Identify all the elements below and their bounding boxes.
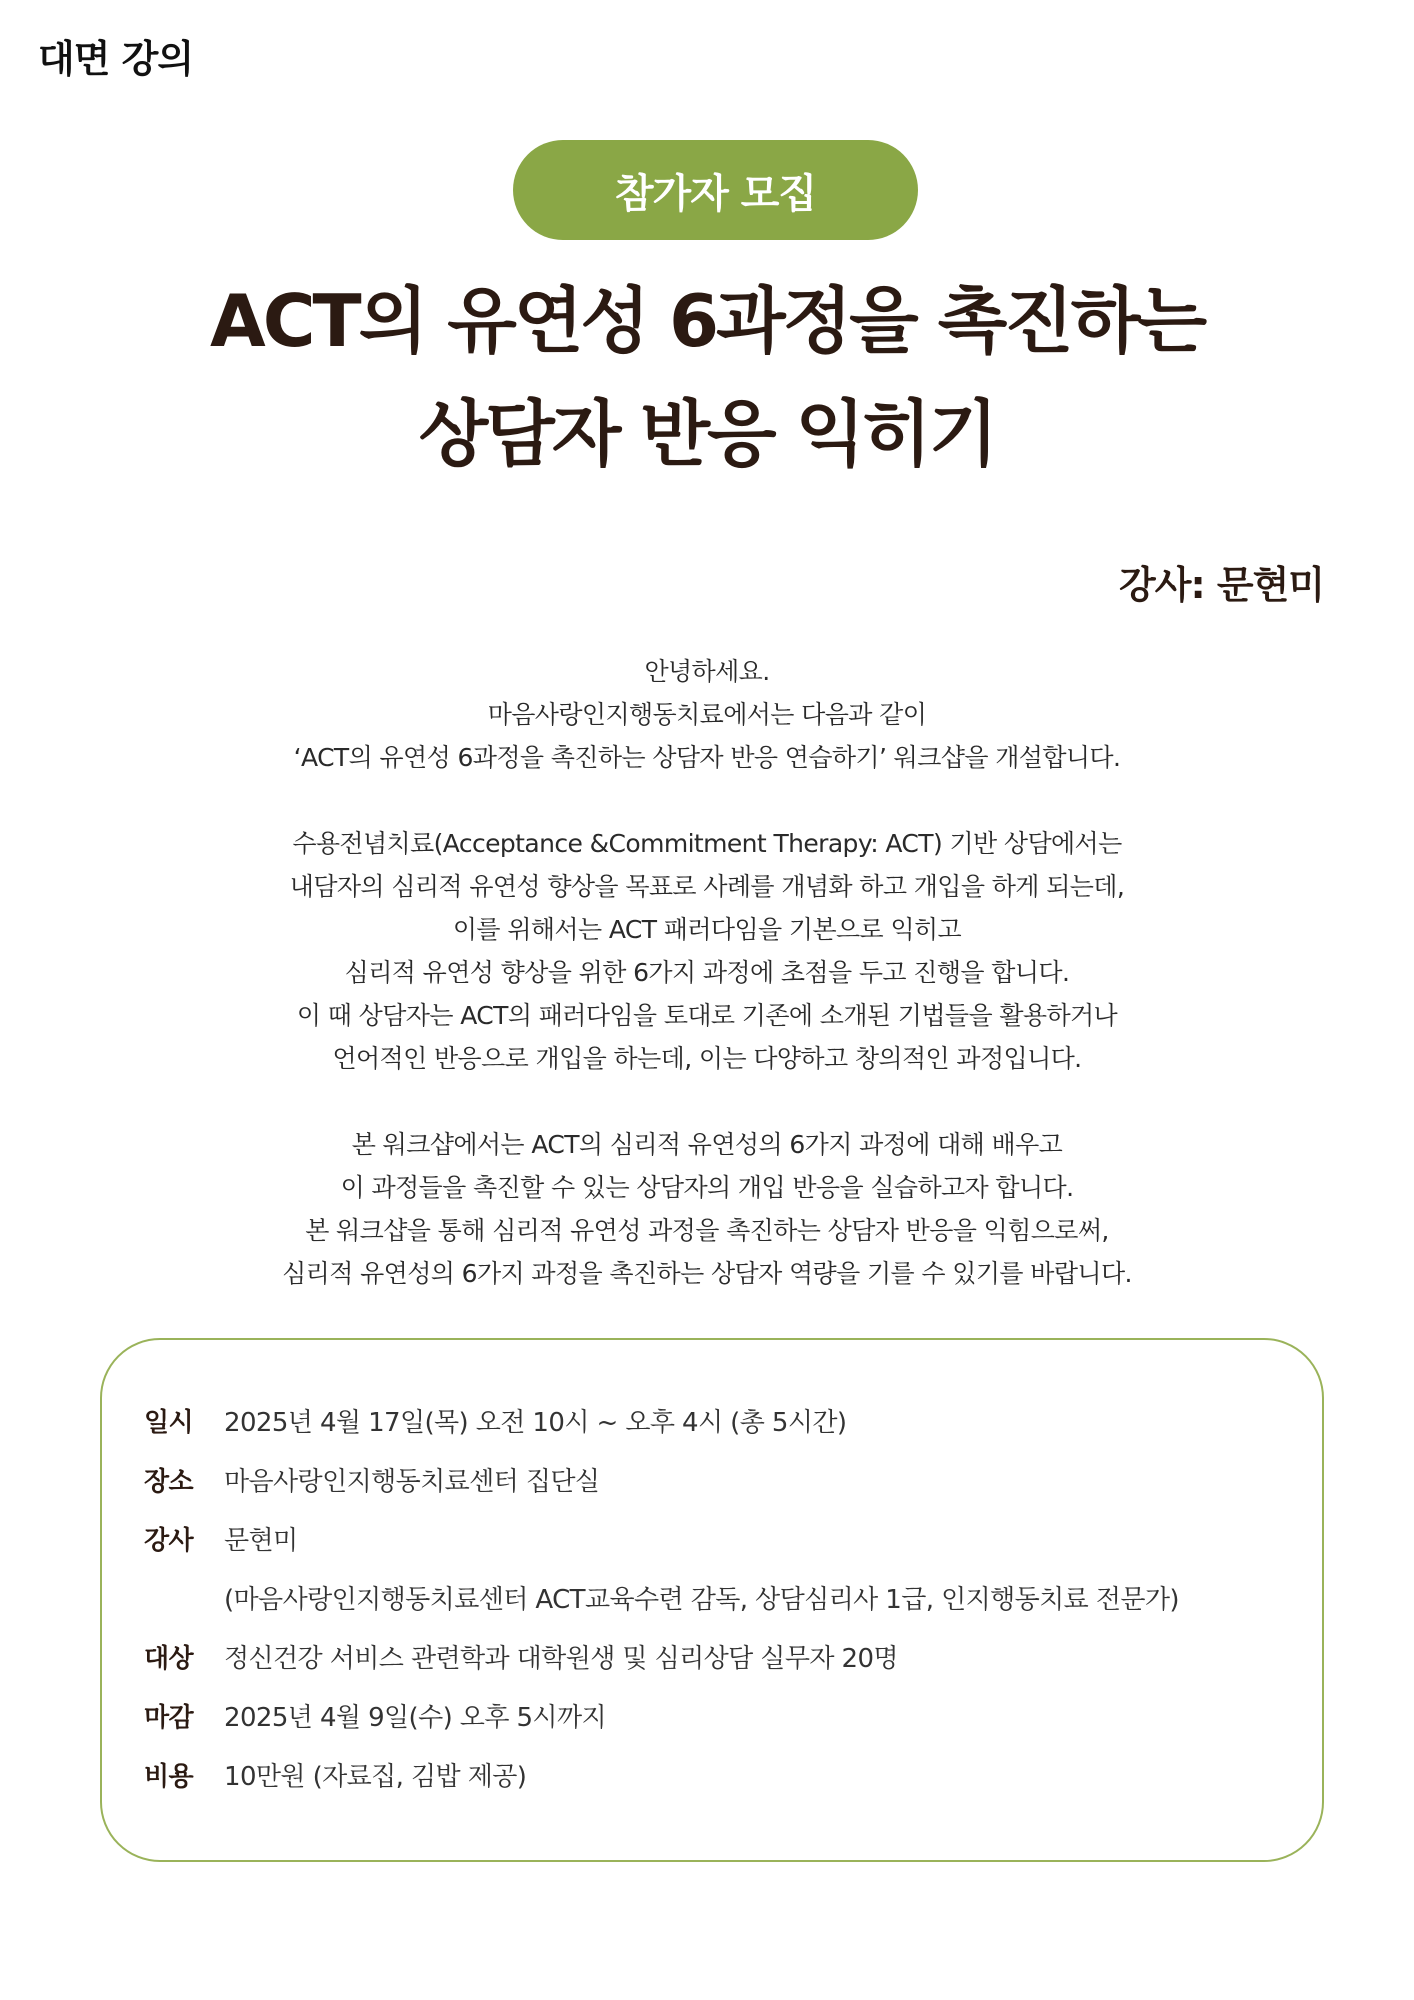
intro-line: 본 워크샵을 통해 심리적 유연성 과정을 촉진하는 상담자 반응을 익힘으로써, <box>305 1216 1109 1245</box>
info-row-fee <box>144 1756 526 1793</box>
info-label: 비용 <box>144 1762 194 1792</box>
intro-paragraph-greeting <box>0 650 1414 779</box>
intro-line: 본 워크샵에서는 ACT의 심리적 유연성의 6가지 과정에 대해 배우고 <box>351 1130 1063 1159</box>
info-row-lecturer <box>144 1520 298 1557</box>
info-value: 10만원 (자료집, 김밥 제공) <box>224 1762 527 1792</box>
info-row-target <box>144 1638 898 1675</box>
info-label: 마감 <box>144 1703 194 1733</box>
page-title-line-1: ACT의 유연성 6과정을 촉진하는 <box>209 279 1205 363</box>
recruit-badge <box>513 140 918 240</box>
intro-line: 심리적 유연성 향상을 위한 6가지 과정에 초점을 두고 진행을 합니다. <box>344 958 1070 987</box>
info-label: 장소 <box>144 1467 194 1497</box>
lecture-type-label: 대면 강의 <box>38 37 194 81</box>
recruit-badge-text: 참가자 모집 <box>614 170 817 217</box>
intro-paragraph-act <box>0 822 1414 1080</box>
intro-line: 내담자의 심리적 유연성 향상을 목표로 사례를 개념화 하고 개입을 하게 되는데, <box>289 872 1125 901</box>
info-row-place <box>144 1461 599 1498</box>
intro-line: 수용전념치료(Acceptance &Commitment Therapy: ACT) 기반 상담에서는 <box>292 829 1122 858</box>
intro-line: 이 때 상담자는 ACT의 패러다임을 토대로 기존에 소개된 기법들을 활용하거나 <box>296 1001 1118 1030</box>
info-value: 마음사랑인지행동치료센터 집단실 <box>224 1467 600 1497</box>
info-value: 정신건강 서비스 관련학과 대학원생 및 심리상담 실무자 20명 <box>224 1644 898 1674</box>
info-value: (마음사랑인지행동치료센터 ACT교육수련 감독, 상담심리사 1급, 인지행동치료 전문가) <box>224 1585 1179 1615</box>
details-box <box>100 1338 1324 1862</box>
info-value: 2025년 4월 17일(목) 오전 10시 ~ 오후 4시 (총 5시간) <box>224 1408 847 1438</box>
intro-text <box>0 650 1414 1295</box>
page-title-line-2: 상담자 반응 익히기 <box>418 392 996 476</box>
intro-line: 이 과정들을 촉진할 수 있는 상담자의 개입 반응을 실습하고자 합니다. <box>340 1173 1074 1202</box>
info-value: 2025년 4월 9일(수) 오후 5시까지 <box>224 1703 606 1733</box>
info-row-date <box>144 1402 846 1439</box>
info-row-deadline <box>144 1697 606 1734</box>
info-row-lecturer-detail <box>144 1579 1179 1616</box>
info-label: 일시 <box>144 1408 194 1438</box>
info-label: 대상 <box>144 1644 194 1674</box>
intro-line: ‘ACT의 유연성 6과정을 촉진하는 상담자 반응 연습하기’ 워크샵을 개설합니다. <box>293 743 1121 772</box>
info-value: 문현미 <box>224 1526 298 1556</box>
intro-line: 안녕하세요. <box>644 657 770 686</box>
intro-paragraph-workshop <box>0 1123 1414 1295</box>
intro-line: 이를 위해서는 ACT 패러다임을 기본으로 익히고 <box>452 915 962 944</box>
intro-line: 심리적 유연성의 6가지 과정을 촉진하는 상담자 역량을 기를 수 있기를 바랍니다. <box>282 1259 1132 1288</box>
instructor-heading: 강사: 문현미 <box>1119 563 1324 607</box>
info-label: 강사 <box>144 1526 194 1556</box>
intro-line: 마음사랑인지행동치료에서는 다음과 같이 <box>487 700 927 729</box>
intro-line: 언어적인 반응으로 개입을 하는데, 이는 다양하고 창의적인 과정입니다. <box>332 1044 1082 1073</box>
